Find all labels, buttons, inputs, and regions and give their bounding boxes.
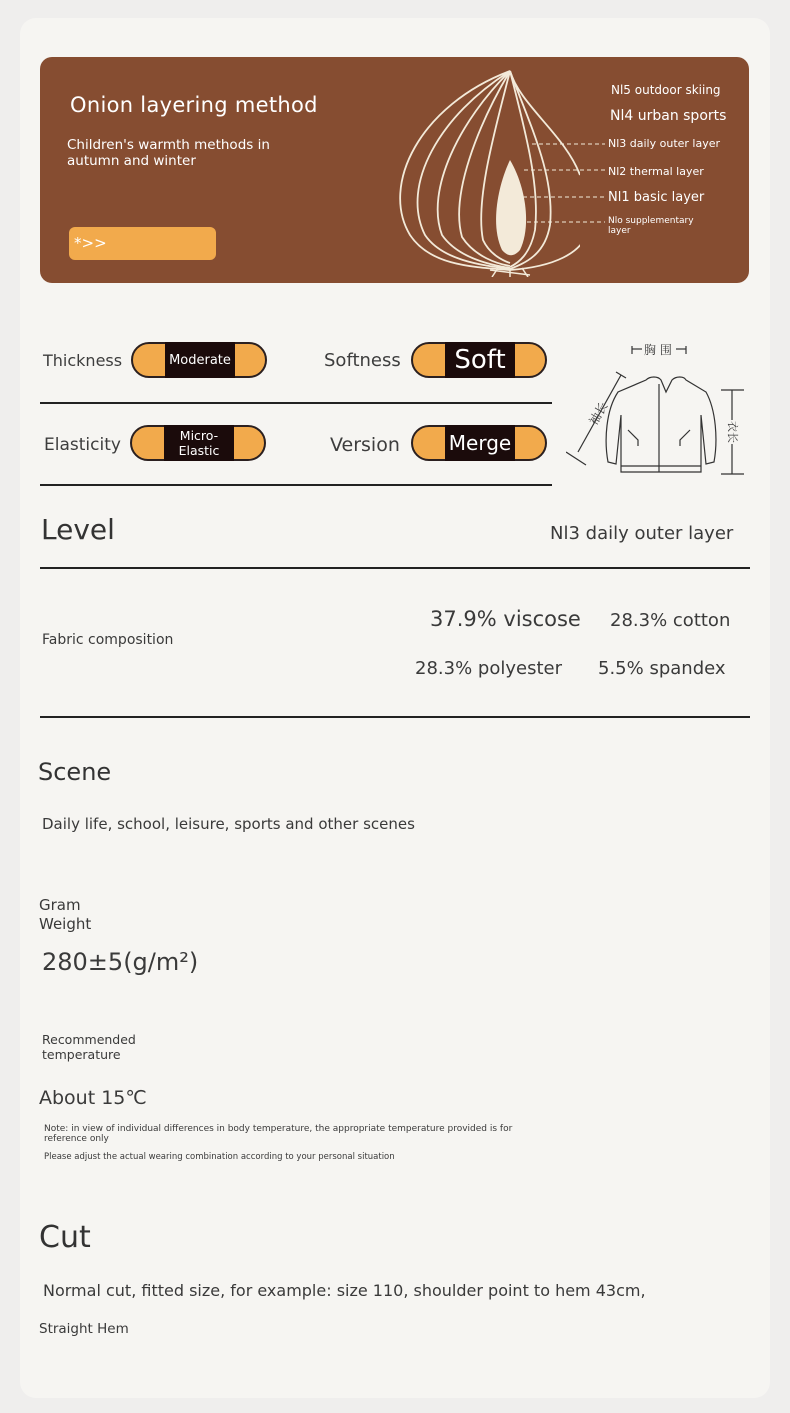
fabric-label: Fabric composition <box>42 632 174 648</box>
version-value: Merge <box>445 425 515 461</box>
layer-label-nl5: Nl5 outdoor skiing <box>611 83 721 97</box>
onion-banner <box>40 57 749 283</box>
attribute-divider-1 <box>40 402 552 404</box>
sleeve-label: 袖长 <box>586 399 611 428</box>
scene-text: Daily life, school, leisure, sports and other scenes <box>42 815 415 833</box>
scene-heading: Scene <box>38 758 112 786</box>
version-pill <box>411 425 547 461</box>
level-value: Nl3 daily outer layer <box>550 523 734 544</box>
banner-more-button[interactable]: *>> <box>69 227 216 260</box>
fabric-spandex: 5.5% spandex <box>598 658 726 679</box>
thickness-label: Thickness <box>43 351 123 370</box>
elasticity-value: Micro-Elastic <box>164 425 234 461</box>
thickness-pill <box>131 342 267 378</box>
elasticity-pill <box>130 425 266 461</box>
layer-label-nl2: Nl2 thermal layer <box>608 165 704 178</box>
softness-value: Soft <box>445 342 515 378</box>
temperature-note-2: Please adjust the actual wearing combination according to your personal situation <box>44 1152 395 1162</box>
softness-pill <box>411 342 547 378</box>
fabric-divider <box>40 716 750 718</box>
banner-title: Onion layering method <box>70 93 318 117</box>
layer-label-nl1: Nl1 basic layer <box>608 190 705 205</box>
layer-label-nl3: Nl3 daily outer layer <box>608 137 721 150</box>
elasticity-label: Elasticity <box>44 435 121 455</box>
gram-weight-value: 280±5(g/m²) <box>42 948 199 976</box>
version-label: Version <box>330 434 400 456</box>
attribute-divider-2 <box>40 484 552 486</box>
gram-weight-label: Gram Weight <box>39 896 92 933</box>
level-heading: Level <box>41 513 115 546</box>
cut-heading: Cut <box>39 1220 91 1255</box>
temperature-value: About 15℃ <box>39 1087 147 1109</box>
layer-label-nl4: Nl4 urban sports <box>610 108 727 124</box>
banner-subtitle: Children's warmth methods in autumn and winter <box>67 137 270 169</box>
cut-text: Normal cut, fitted size, for example: size 110, shoulder point to hem 43cm, <box>43 1281 646 1300</box>
cut-hem: Straight Hem <box>39 1321 129 1337</box>
softness-label: Softness <box>324 350 401 371</box>
length-label: 衣长 <box>726 421 739 443</box>
thickness-value: Moderate <box>165 342 235 378</box>
chest-label: 胸 围 <box>644 343 672 357</box>
layer-label-nlo: Nlo supplementary layer <box>608 216 694 236</box>
fabric-cotton: 28.3% cotton <box>610 610 731 631</box>
level-divider <box>40 567 750 569</box>
fabric-viscose: 37.9% viscose <box>430 607 581 631</box>
temperature-note-1: Note: in view of individual differences in body temperature, the appropriate temperature provided is for reference only <box>44 1124 513 1144</box>
fabric-polyester: 28.3% polyester <box>415 658 562 679</box>
temperature-label: Recommended temperature <box>42 1032 136 1062</box>
